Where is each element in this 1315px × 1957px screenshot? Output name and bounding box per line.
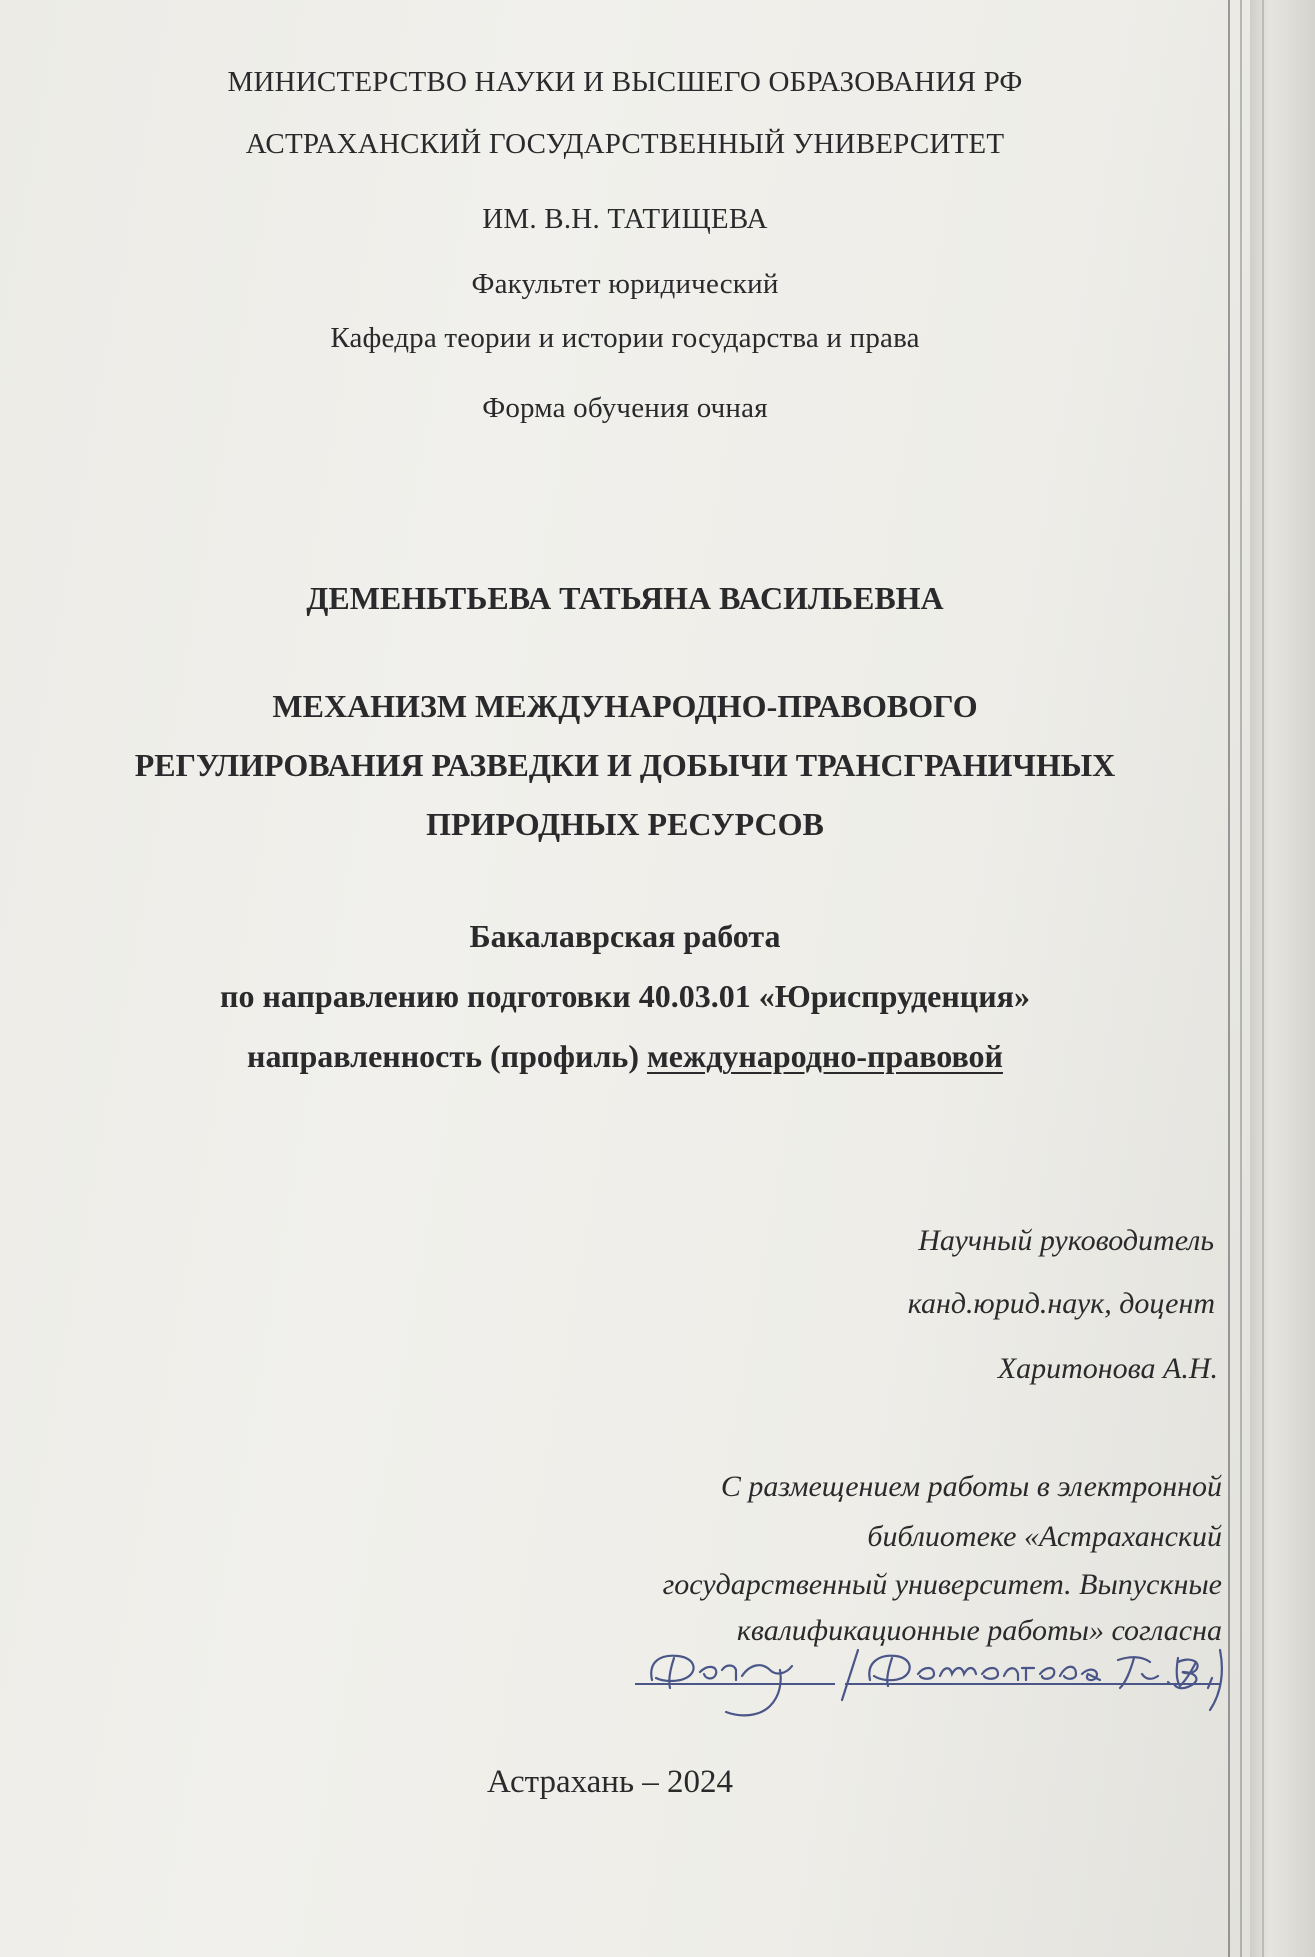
consent-line-1: С размещением работы в электронной [720, 1470, 1222, 1503]
consent-line-3: государственный университет. Выпускные [662, 1568, 1222, 1601]
consent-line-2: библиотеке «Астраханский [867, 1520, 1222, 1553]
thesis-title-line-3: ПРИРОДНЫХ РЕСУРСОВ [426, 806, 824, 842]
work-direction: по направлению подготовки 40.03.01 «Юриспруденция» [220, 978, 1030, 1014]
work-type: Бакалаврская работа [469, 918, 781, 954]
work-profile [0, 1038, 1250, 1075]
study-form-line: Форма обучения очная [482, 392, 768, 424]
consent-line-4: квалификационные работы» согласна [736, 1614, 1222, 1647]
thesis-title-line-2: РЕГУЛИРОВАНИЯ РАЗВЕДКИ И ДОБЫЧИ ТРАНСГРАНИЧНЫХ [134, 747, 1116, 783]
page-edge-strip [1250, 0, 1315, 1957]
supervisor-degree: канд.юрид.наук, доцент [907, 1287, 1215, 1320]
thesis-title-line-1: МЕХАНИЗМ МЕЖДУНАРОДНО-ПРАВОВОГО [272, 688, 978, 724]
university-line: АСТРАХАНСКИЙ ГОСУДАРСТВЕННЫЙ УНИВЕРСИТЕТ [245, 128, 1005, 160]
page-edge-line-outer [1262, 0, 1264, 1957]
page-edge-line [1228, 0, 1230, 1957]
city-year: Астрахань – 2024 [486, 1764, 734, 1800]
author-name: ДЕМЕНЬТЬЕВА ТАТЬЯНА ВАСИЛЬЕВНА [306, 580, 944, 616]
department-line: Кафедра теории и истории государства и права [330, 322, 920, 354]
university-name-line: ИМ. В.Н. ТАТИЩЕВА [482, 203, 768, 235]
faculty-line: Факультет юридический [471, 268, 779, 300]
profile-prefix: направленность (профиль) [247, 1038, 647, 1074]
supervisor-name: Харитонова А.Н. [997, 1352, 1218, 1385]
supervisor-role: Научный руководитель [918, 1224, 1214, 1257]
page-edge-line-inner [1240, 0, 1242, 1957]
handwritten-signature [630, 1640, 1250, 1730]
profile-value: международно-правовой [647, 1038, 1003, 1074]
ministry-line: МИНИСТЕРСТВО НАУКИ И ВЫСШЕГО ОБРАЗОВАНИЯ РФ [227, 66, 1023, 98]
